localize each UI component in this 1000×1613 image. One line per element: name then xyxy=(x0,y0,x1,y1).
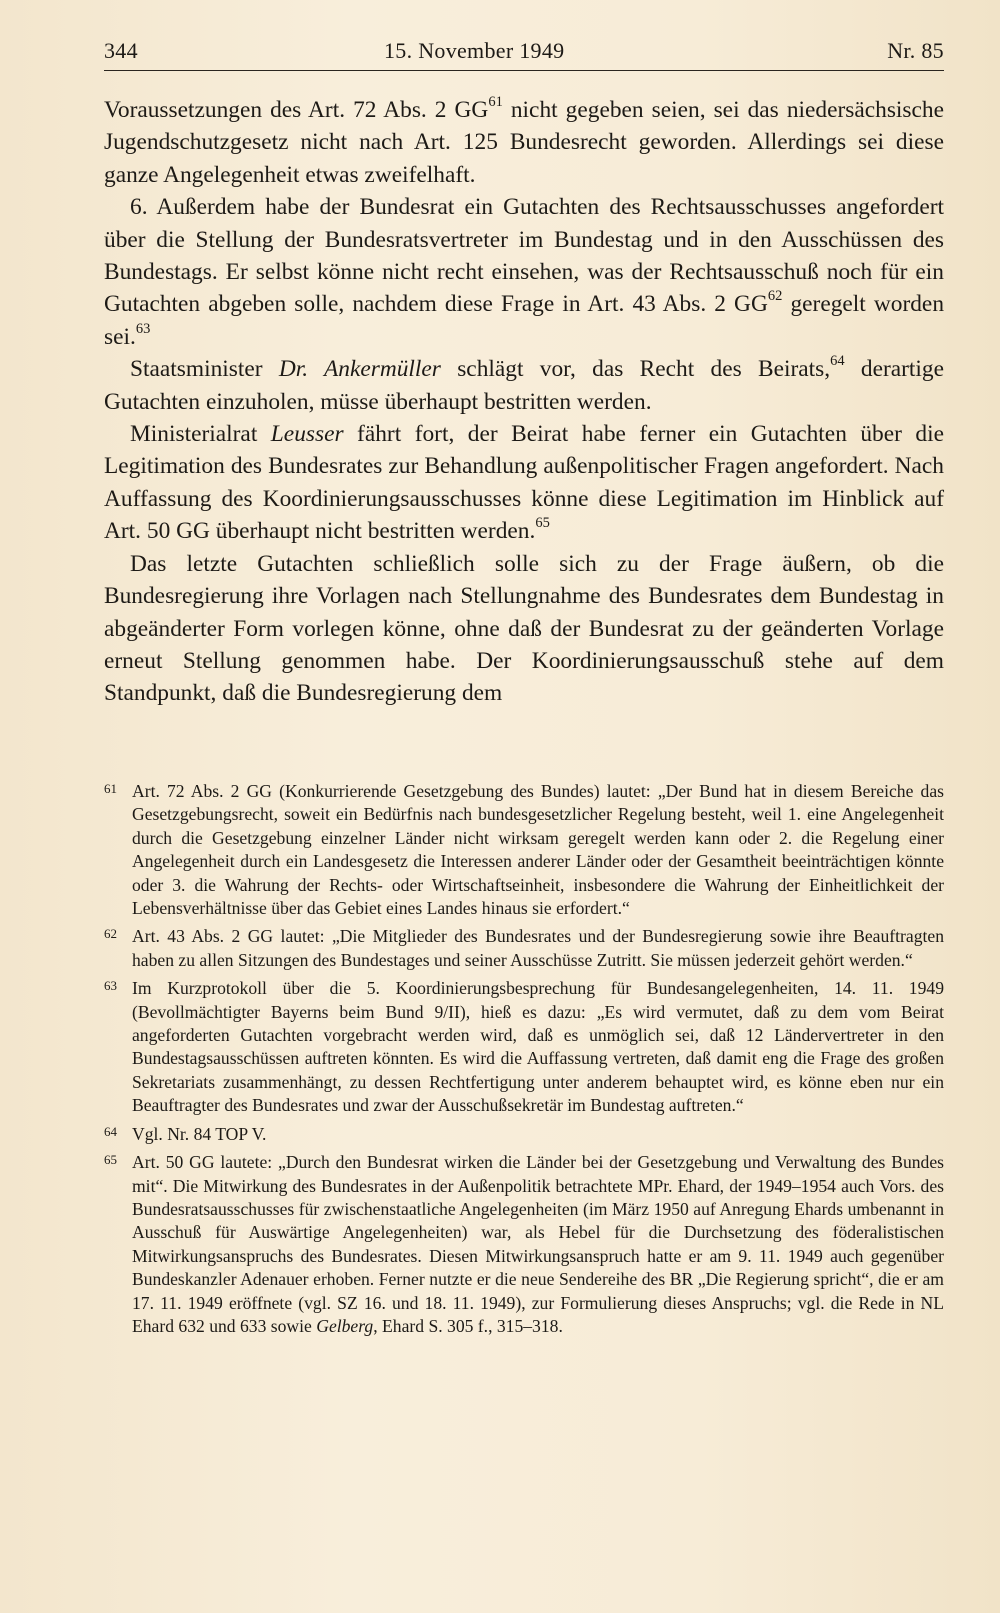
paragraph-4: Ministerialrat Leusser fährt fort, der Beirat habe ferner ein Gutachten über die Legitimation des Bundesrates zur Behandlung außenpolitischer Fragen angefordert. Nach Auffassung des Koordinierungsausschusses könne diese Legitimation im Hinblick auf Art. 50 GG überhaupt nicht bestritten werden.$^{65}$ xyxy=(104,421,944,545)
footnote-text: Im Kurzprotokoll über die 5. Koordinierungsbesprechung für Bundesangelegenheiten, 14. 11. 1949 (Bevollmächtigter Bayerns beim Bund 9/II), hieß es dazu: „Es wird vermutet, daß zu dem vom Beirat angeforderten Gutachten vorgebracht werden wird, daß es unmöglich sei, daß 12 Ländervertreter in den Bundestagsausschüssen auftreten könnten. Es wird die Auffassung vertreten, daß damit eng die Frage des großen Sekretariats zusammenhängt, zu dessen Rechtfertigung unter anderem behauptet wird, es könne eben nur ein Beauftragter des Bundesrates und zwar der Ausschußsekretär im Bundestag auftreten.“ xyxy=(132,978,944,1116)
paragraph-5: Das letzte Gutachten schließlich solle sich zu der Frage äußern, ob die Bundesregierung ihre Vorlagen nach Stellungnahme des Bundesrates dem Bundestag in abgeänderter Form vorlegen könne, ohne daß der Bundesrat zu der geänderten Vorlage erneut Stellung genommen habe. Der Koordinierungsausschuß stehe auf dem Standpunkt, daß die Bundesregierung dem xyxy=(104,550,944,707)
footnote-ref-65[interactable]: 65 xyxy=(535,515,550,532)
footnote-ref-61[interactable]: 61 xyxy=(488,94,503,111)
footnote-ref-64[interactable]: 64 xyxy=(830,353,845,370)
footnote-text: Vgl. Nr. 84 TOP V. xyxy=(132,1123,267,1144)
footnote-62 xyxy=(104,925,944,972)
footnotes xyxy=(104,780,944,1343)
main-text xyxy=(104,94,944,710)
footnote-61 xyxy=(104,780,944,920)
footnote-63 xyxy=(104,977,944,1117)
person-name-leusser: Leusser xyxy=(270,421,344,448)
footnote-number: 65 xyxy=(104,1152,117,1168)
paragraph-3: Staatsminister Dr. Ankermüller schlägt vor, das Recht des Beirats,$^{64}$ derartige Gutachten einzuholen, müsse überhaupt bestritten werden. xyxy=(104,353,945,415)
author-name-gelberg: Gelberg xyxy=(316,1315,374,1336)
document-number: Nr. 85 xyxy=(887,38,944,63)
footnote-ref-62[interactable]: 62 xyxy=(767,288,783,305)
page-number: 344 xyxy=(104,38,138,63)
footnote-ref-63[interactable]: 63 xyxy=(135,320,151,337)
header-date: 15. November 1949 xyxy=(384,38,565,63)
footnote-64 xyxy=(104,1123,944,1146)
footnote-number: 64 xyxy=(104,1123,117,1139)
footnote-text: Art. 72 Abs. 2 GG (Konkurrierende Gesetzgebung des Bundes) lautet: „Der Bund hat in diesem Bereiche das Gesetzgebungsrecht, soweit ein Bedürfnis nach bundesgesetzlicher Regelung besteht, weil 1. eine Angelegenheit durch die Gesetzgebung einzelner Länder nicht wirksam geregelt werden kann oder 2. die Regelung einer Angelegenheit durch ein Landesgesetz die Interessen anderer Länder oder der Gesamtheit beeinträchtigen könnte oder 3. die Wahrung der Rechts- oder Wirtschaftseinheit, insbesondere die Wahrung der Einheitlichkeit der Lebensverhältnisse über das Gebiet eines Landes hinaus sie erfordert.“ xyxy=(132,781,944,919)
footnote-number: 61 xyxy=(104,781,117,796)
footnote-text: Art. 43 Abs. 2 GG lautet: „Die Mitglieder des Bundesrates und der Bundesregierung sowie ihre Beauftragten haben zu allen Sitzungen des Bundestages und seiner Ausschüsse Zutritt. Sie müssen jederzeit gehört werden.“ xyxy=(132,926,944,970)
paragraph-1: Voraussetzungen des Art. 72 Abs. 2 GG$^{61}$ nicht gegeben seien, sei das niedersächsische Jugendschutzgesetz nicht nach Art. 125 Bundesrecht geworden. Allerdings sei diese ganze Angelegenheit etwas zweifelhaft. xyxy=(104,94,944,188)
page-header xyxy=(104,34,944,71)
footnote-number: 63 xyxy=(104,978,117,994)
footnote-number: 62 xyxy=(104,926,117,942)
footnote-65 xyxy=(104,1151,944,1338)
paragraph-2: 6. Außerdem habe der Bundesrat ein Gutachten des Rechtsausschusses angefordert über die Stellung der Bundesratsvertreter im Bundestag und in den Ausschüssen des Bundestags. Er selbst könne nicht recht einsehen, was der Rechtsausschuß noch für ein Gutachten abgeben solle, nachdem diese Frage in Art. 43 Abs. 2 GG$^{62}$ geregelt worden sei.$^{63}$ xyxy=(104,194,945,350)
person-name-ankermueller: Dr. Ankermüller xyxy=(278,356,441,383)
footnote-text: Art. 50 GG lautete: „Durch den Bundesrat wirken die Länder bei der Gesetzgebung und Verwaltung des Bundes mit“. Die Mitwirkung des Bundesrates in der Außenpolitik betrachtete MPr. Ehard, der 1949–1954 auch Vors. des Bundesratsausschusses für zwischenstaatliche Angelegenheiten (im März 1950 auf Anregung Ehards umbenannt in Ausschuß für Auswärtige Angelegenheiten) war, als Hebel für die Durchsetzung des föderalistischen Mitwirkungsanspruchs des Bundesrates. Diesen Mitwirkungsanspruch hatte er am 9. 11. 1949 auch gegenüber Bundeskanzler Adenauer erhoben. Ferner nutzte er die neue Sendereihe des BR „Die Regierung spricht“, die er am 17. 11. 1949 eröffnete (vgl. SZ 16. und 18. 11. 1949), zur Formulierung dieses Anspruchs; vgl. die Rede in NL Ehard 632 und 633 sowie Gelberg, Ehard S. 305 f., 315–318. xyxy=(132,1152,944,1336)
